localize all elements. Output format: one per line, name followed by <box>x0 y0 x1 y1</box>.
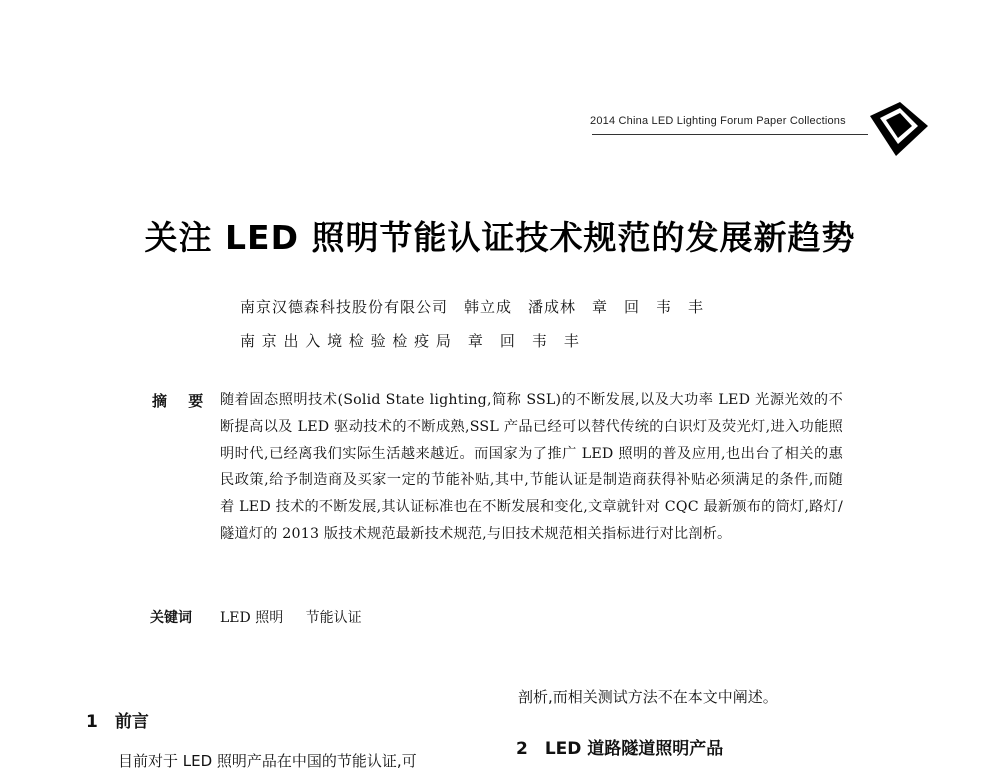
right-column-text: 剖析,而相关测试方法不在本文中阐述。 <box>518 688 778 706</box>
header-rule <box>592 134 868 135</box>
paper-title: 关注 LED 照明节能认证技术规范的发展新趋势 <box>144 218 856 257</box>
keywords-list <box>220 607 380 627</box>
author-line-2: 南 京 出 入 境 检 验 检 疫 局 章 回 韦 丰 <box>240 332 580 350</box>
keyword-item: 节能认证 <box>305 610 362 626</box>
section-2-heading: 2 LED 道路隧道照明产品 <box>516 739 724 759</box>
book-emblem-icon <box>866 96 930 160</box>
section-1-heading: 1 前言 <box>86 712 149 732</box>
abstract-text: 随着固态照明技术(Solid State lighting,简称 SSL)的不断发展,以及大功率 LED 光源光效的不断提高以及 LED 驱动技术的不断成熟,SSL 产品已经可以替代传统的白识灯及荧光灯,进入功能照明时代,已经离我们实际生活越来越近。而国家为了推广 LED 照明的普及应用,也出台了相关的惠民政策,给予制造商及买家一定的节能补贴,其中,节能认证是制造商获得补贴必须满足的条件,而随着 LED 技术的不断发展,其认证标准也在不断发展和变化,文章就针对 CQC 最新颁布的筒灯,路灯/隧道灯的 2013 版技术规范最新技术规范,与旧技术规范相关指标进行对比剖析。 <box>220 392 843 542</box>
keywords-label: 关键词 <box>150 610 192 626</box>
running-header: 2014 China LED Lighting Forum Paper Collections <box>590 115 846 127</box>
keyword-item: LED 照明 <box>220 610 284 626</box>
section-1-text: 目前对于 LED 照明产品在中国的节能认证,可 <box>118 752 417 770</box>
abstract-label: 摘 要 <box>152 392 212 410</box>
author-line-1: 南京汉德森科技股份有限公司 韩立成 潘成林 章 回 韦 丰 <box>240 298 705 316</box>
